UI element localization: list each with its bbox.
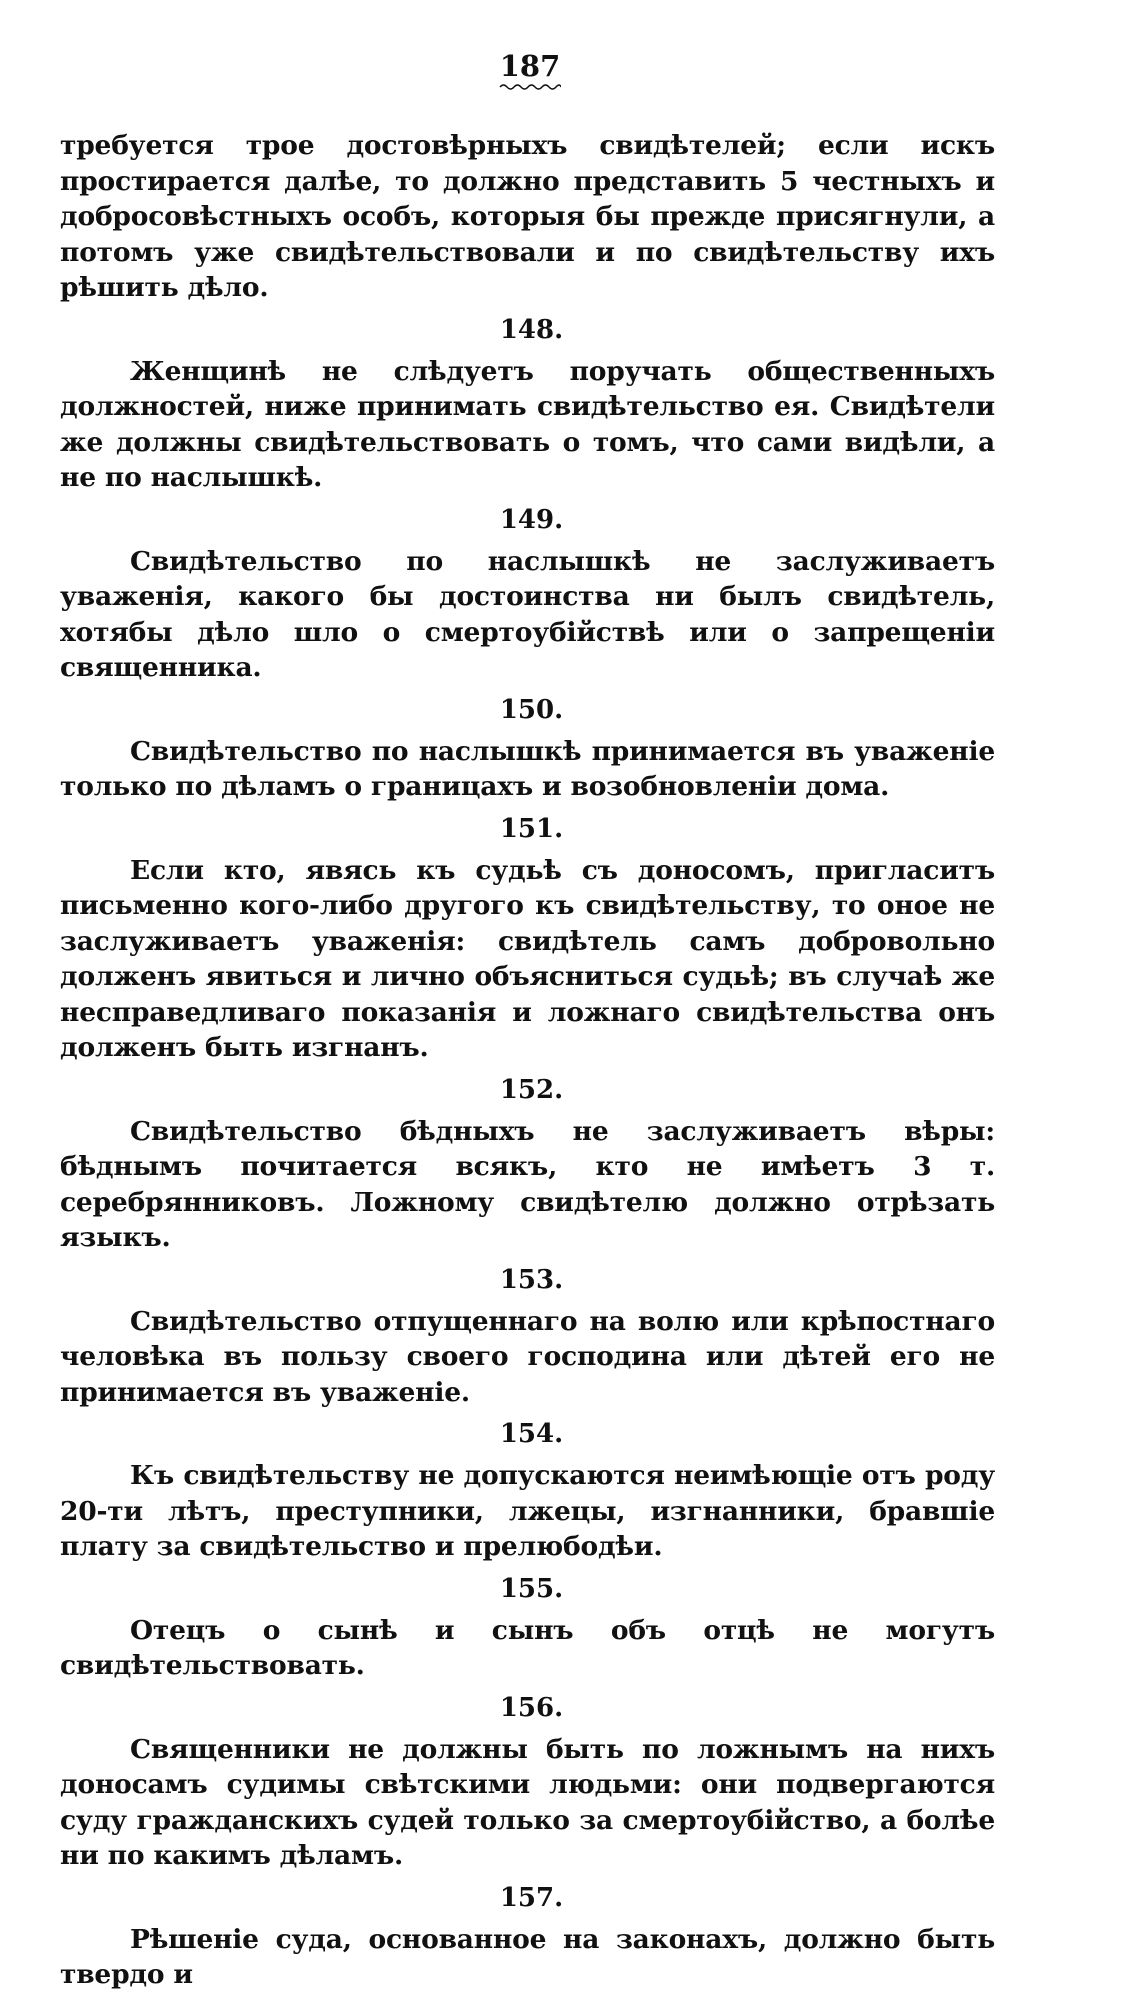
continuation-paragraph: требуется трое достовѣрныхъ свидѣтелей; если искъ простирается далѣе, то должно представить 5 честныхъ и добросовѣстныхъ особъ, которыя бы прежде присягнули, а потомъ уже свидѣтельствовали и по свидѣтельству ихъ рѣшить дѣло. <box>60 130 995 303</box>
article-text-156: Священники не должны быть по ложнымъ на нихъ доносамъ судимы свѣтскими людьми: они подвергаются суду гражданскихъ судей только за смертоубійство, а болѣе ни по какимъ дѣламъ. <box>60 1733 995 1871</box>
article-number-149: 149. <box>499 504 564 535</box>
article-number-153: 153. <box>499 1264 564 1295</box>
article-number-154: 154. <box>499 1419 564 1449</box>
article-text-157: Рѣшеніе суда, основанное на законахъ, должно быть твердо и <box>60 1923 995 1990</box>
page-number <box>470 49 590 91</box>
article-number-151: 151. <box>499 813 564 844</box>
article-number-150: 150. <box>499 694 564 725</box>
article-text-152: Свидѣтельство бѣдныхъ не заслуживаетъ вѣры: бѣднымъ почитается всякъ, кто не имѣетъ 3 т. серебрянниковъ. Ложному свидѣтелю должно отрѣзать языкъ. <box>60 1115 995 1253</box>
article-number-148: 148. <box>499 314 564 345</box>
page-body <box>60 128 995 1993</box>
page-number-ornament <box>499 83 561 91</box>
article-number-157: 157. <box>499 1882 564 1913</box>
article-number-152: 152. <box>499 1074 564 1105</box>
article-number-155: 155. <box>499 1573 564 1604</box>
article-text-155: Отецъ о сынѣ и сынъ объ отцѣ не могутъ свидѣтельствовать. <box>60 1614 995 1681</box>
page-number-text: 187 <box>499 49 561 83</box>
article-number-156: 156. <box>499 1692 564 1723</box>
article-text-153: Свидѣтельство отпущеннаго на волю или крѣпостнаго человѣка въ пользу своего господина или дѣтей его не принимается въ уваженіе. <box>60 1305 995 1408</box>
article-text-151: Если кто, явясь къ судьѣ съ доносомъ, пригласитъ письменно кого-либо другого къ свидѣтельству, то оное не заслуживаетъ уваженія: свидѣтель самъ добровольно долженъ явиться и лично объясниться судьѣ; въ случаѣ же несправедливаго показанія и ложнаго свидѣтельства онъ долженъ быть изгнанъ. <box>60 854 995 1063</box>
article-text-154: Къ свидѣтельству не допускаются неимѣющіе отъ роду 20-ти лѣтъ, преступники, лжецы, изгнанники, бравшіе плату за свидѣтельство и прелюбодѣи. <box>60 1460 995 1562</box>
article-text-150: Свидѣтельство по наслышкѣ принимается въ уваженіе только по дѣламъ о границахъ и возобновленіи дома. <box>60 735 995 802</box>
article-text-149: Свидѣтельство по наслышкѣ не заслуживаетъ уваженія, какого бы достоинства ни былъ свидѣтель, хотябы дѣло шло о смертоубійствѣ или о запрещеніи священника. <box>60 545 995 683</box>
article-text-148: Женщинѣ не слѣдуетъ поручать общественныхъ должностей, ниже принимать свидѣтельство ея. Свидѣтели же должны свидѣтельствовать о томъ, что сами видѣли, а не по наслышкѣ. <box>60 355 995 493</box>
